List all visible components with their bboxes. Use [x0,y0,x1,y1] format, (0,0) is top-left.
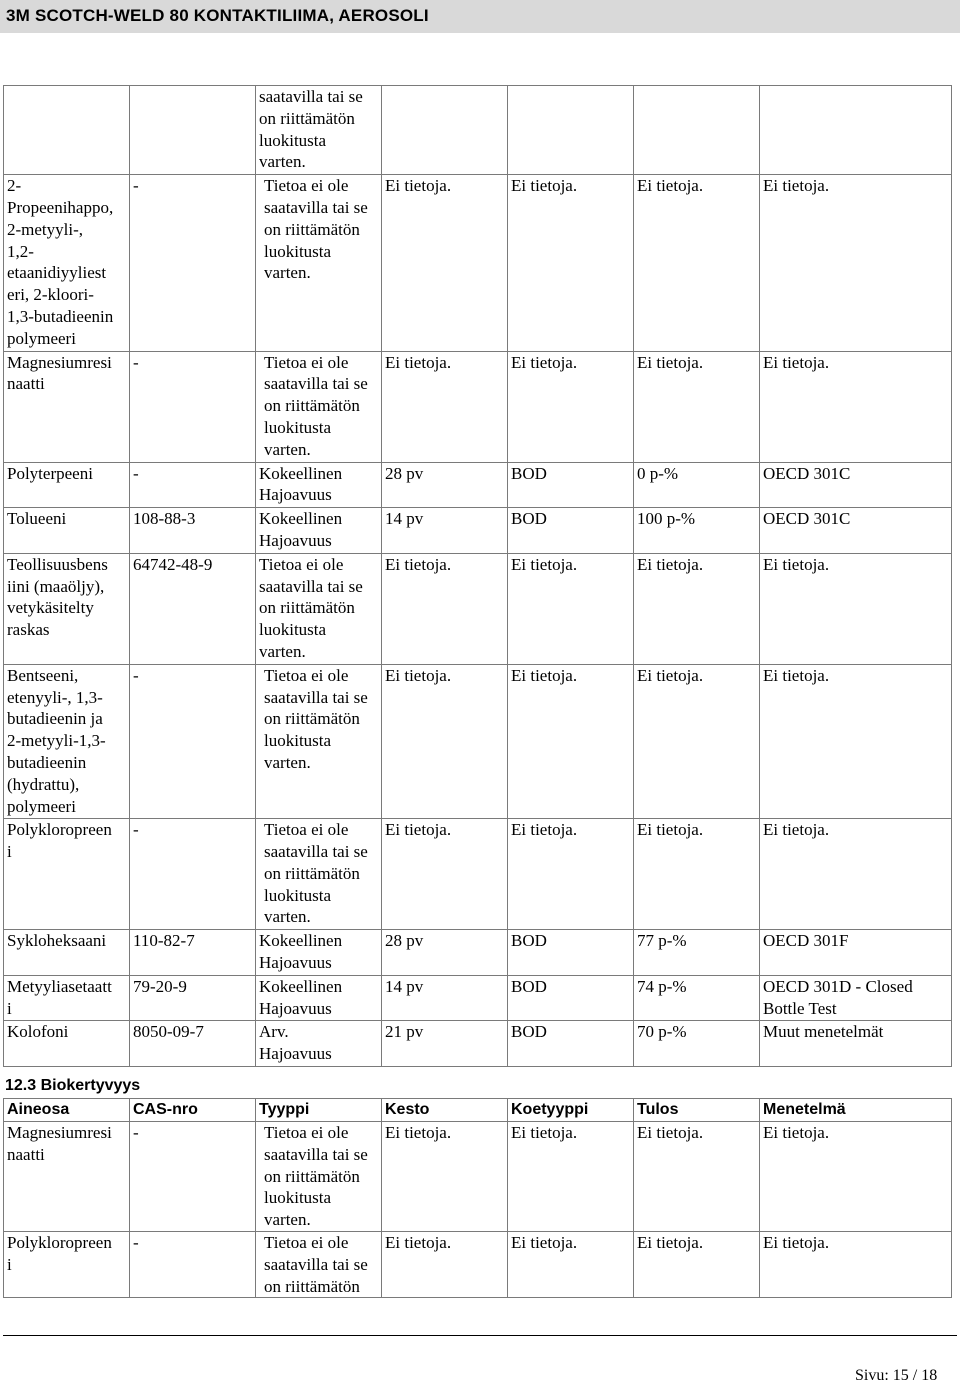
cell-koetyyppi: Ei tietoja. [508,664,634,819]
table-row [4,86,952,175]
cell-tyyppi: Tietoa ei ole saatavilla tai se on riittämätön luokitusta varten. [256,664,382,819]
cell-menetelma: Ei tietoja. [760,664,952,819]
cell-kesto: Ei tietoja. [382,175,508,351]
cell-aineosa: Polykloropreen i [4,1231,130,1297]
table-row [4,462,952,508]
cell-cas-nro: - [130,462,256,508]
cell-menetelma: Ei tietoja. [760,175,952,351]
cell-cas-nro: 64742-48-9 [130,553,256,664]
column-header-koetyyppi: Koetyyppi [508,1099,634,1122]
cell-tulos: Ei tietoja. [634,1122,760,1232]
bioaccumulation-table-body [4,1122,952,1298]
cell-koetyyppi: BOD [508,1021,634,1067]
table-row [4,175,952,351]
cell-aineosa: Polykloropreen i [4,819,130,930]
cell-menetelma: Ei tietoja. [760,351,952,462]
cell-aineosa: 2- Propeenihappo, 2-metyyli-, 1,2- etaanidiyyliest eri, 2-kloori- 1,3-butadieenin polymeeri [4,175,130,351]
cell-tulos: Ei tietoja. [634,819,760,930]
table-row [4,351,952,462]
cell-koetyyppi: BOD [508,462,634,508]
cell-aineosa [4,86,130,175]
cell-kesto: 28 pv [382,462,508,508]
cell-menetelma: Ei tietoja. [760,819,952,930]
cell-kesto: 14 pv [382,508,508,554]
cell-koetyyppi: Ei tietoja. [508,819,634,930]
cell-koetyyppi: Ei tietoja. [508,175,634,351]
cell-koetyyppi: Ei tietoja. [508,553,634,664]
cell-tyyppi: Kokeellinen Hajoavuus [256,975,382,1021]
table-header-row [4,1099,952,1122]
cell-tulos: Ei tietoja. [634,664,760,819]
cell-aineosa: Tolueeni [4,508,130,554]
cell-kesto: 28 pv [382,930,508,976]
table-row [4,508,952,554]
cell-aineosa: Bentseeni, etenyyli-, 1,3- butadieenin ja 2-metyyli-1,3- butadieenin (hydrattu), polymeeri [4,664,130,819]
cell-kesto: Ei tietoja. [382,1122,508,1232]
column-header-cas-nro: CAS-nro [130,1099,256,1122]
cell-tulos: 74 p-% [634,975,760,1021]
cell-menetelma: Muut menetelmät [760,1021,952,1067]
cell-tyyppi: Kokeellinen Hajoavuus [256,930,382,976]
cell-tyyppi: Tietoa ei ole saatavilla tai se on riittämätön luokitusta varten. [256,819,382,930]
cell-menetelma: Ei tietoja. [760,553,952,664]
table-row [4,975,952,1021]
cell-tulos: Ei tietoja. [634,175,760,351]
cell-koetyyppi: Ei tietoja. [508,351,634,462]
cell-tyyppi: Tietoa ei ole saatavilla tai se on riittämätön luokitusta varten. [256,175,382,351]
cell-koetyyppi: Ei tietoja. [508,1231,634,1297]
cell-tyyppi: Tietoa ei ole saatavilla tai se on riittämätön [256,1231,382,1297]
cell-kesto: 14 pv [382,975,508,1021]
cell-aineosa: Magnesiumresi naatti [4,1122,130,1232]
column-header-kesto: Kesto [382,1099,508,1122]
cell-cas-nro: - [130,175,256,351]
footer-divider [3,1335,957,1336]
cell-kesto: 21 pv [382,1021,508,1067]
cell-kesto: Ei tietoja. [382,351,508,462]
cell-cas-nro: - [130,1122,256,1232]
cell-aineosa: Sykloheksaani [4,930,130,976]
column-header-aineosa: Aineosa [4,1099,130,1122]
cell-menetelma: OECD 301C [760,508,952,554]
document-header-bar [0,0,960,33]
cell-menetelma: OECD 301F [760,930,952,976]
page-number: Sivu: 15 / 18 [855,1367,938,1384]
cell-tulos [634,86,760,175]
cell-aineosa: Polyterpeeni [4,462,130,508]
cell-menetelma [760,86,952,175]
cell-tyyppi: Kokeellinen Hajoavuus [256,462,382,508]
cell-koetyyppi: Ei tietoja. [508,1122,634,1232]
table-row [4,819,952,930]
table-row [4,553,952,664]
document-title: 3M SCOTCH-WELD 80 KONTAKTILIIMA, AEROSOLI [6,6,429,25]
cell-tulos: 70 p-% [634,1021,760,1067]
column-header-tulos: Tulos [634,1099,760,1122]
cell-tyyppi: Tietoa ei ole saatavilla tai se on riittämätön luokitusta varten. [256,553,382,664]
cell-tyyppi: Kokeellinen Hajoavuus [256,508,382,554]
cell-tyyppi: saatavilla tai se on riittämätön luokitusta varten. [256,86,382,175]
section-heading-bioaccumulation: 12.3 Biokertyvyys [5,1077,141,1094]
bioaccumulation-table [3,1098,952,1298]
cell-koetyyppi [508,86,634,175]
cell-aineosa: Teollisuusbens iini (maaöljy), vetykäsitelty raskas [4,553,130,664]
cell-cas-nro: 8050-09-7 [130,1021,256,1067]
column-header-tyyppi: Tyyppi [256,1099,382,1122]
cell-kesto: Ei tietoja. [382,819,508,930]
cell-kesto: Ei tietoja. [382,1231,508,1297]
biodegradation-table [3,85,952,1067]
cell-tulos: Ei tietoja. [634,553,760,664]
cell-aineosa: Magnesiumresi naatti [4,351,130,462]
cell-kesto [382,86,508,175]
cell-kesto: Ei tietoja. [382,553,508,664]
cell-tulos: Ei tietoja. [634,351,760,462]
cell-cas-nro: - [130,351,256,462]
cell-koetyyppi: BOD [508,930,634,976]
cell-tyyppi: Tietoa ei ole saatavilla tai se on riittämätön luokitusta varten. [256,351,382,462]
cell-menetelma: Ei tietoja. [760,1231,952,1297]
column-header-menetelma: Menetelmä [760,1099,952,1122]
cell-tulos: 77 p-% [634,930,760,976]
cell-kesto: Ei tietoja. [382,664,508,819]
cell-aineosa: Metyyliasetaatt i [4,975,130,1021]
cell-cas-nro: 110-82-7 [130,930,256,976]
cell-cas-nro: - [130,664,256,819]
cell-cas-nro: - [130,1231,256,1297]
cell-cas-nro: - [130,819,256,930]
table-row [4,664,952,819]
table-row [4,930,952,976]
cell-tulos: 100 p-% [634,508,760,554]
cell-menetelma: OECD 301D - Closed Bottle Test [760,975,952,1021]
table-row [4,1231,952,1297]
table-row [4,1021,952,1067]
cell-koetyyppi: BOD [508,508,634,554]
cell-cas-nro: 79-20-9 [130,975,256,1021]
biodegradation-table-body [4,86,952,1067]
cell-tulos: 0 p-% [634,462,760,508]
cell-cas-nro: 108-88-3 [130,508,256,554]
cell-aineosa: Kolofoni [4,1021,130,1067]
table-row [4,1122,952,1232]
cell-tyyppi: Arv. Hajoavuus [256,1021,382,1067]
cell-menetelma: Ei tietoja. [760,1122,952,1232]
cell-menetelma: OECD 301C [760,462,952,508]
cell-koetyyppi: BOD [508,975,634,1021]
cell-cas-nro [130,86,256,175]
cell-tulos: Ei tietoja. [634,1231,760,1297]
cell-tyyppi: Tietoa ei ole saatavilla tai se on riittämätön luokitusta varten. [256,1122,382,1232]
